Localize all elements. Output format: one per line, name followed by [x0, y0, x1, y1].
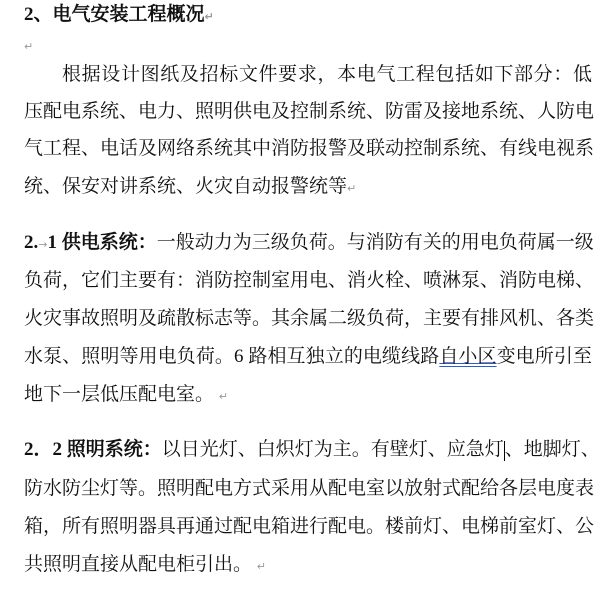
section-title: 照明系统：	[66, 439, 162, 460]
line-text: 一般动力为三级负荷。与消防有关的用电负荷属一级	[156, 232, 594, 253]
line-text: 以日光灯、白炽灯为主。有壁灯、应急灯	[161, 439, 504, 460]
line-text: 、地脚灯、	[504, 439, 600, 460]
paragraph-mark: ↵	[24, 40, 34, 53]
text-line: 气工程、电话及网络系统其中消防报警及联动控制系统、有线电视系	[24, 138, 595, 159]
line-text: 统、保安对讲系统、火灾自动报警统等	[24, 176, 348, 197]
text-line: 火灾事故照明及疏散标志等。其余属二级负荷，主要有排风机、各类	[24, 308, 595, 329]
paragraph-mark: ↵	[218, 390, 228, 403]
text-line	[24, 176, 592, 200]
line-text: 地下一层低压配电室。	[24, 384, 215, 405]
section-number: 2.	[24, 232, 39, 253]
text-line: 防水防尘灯等。照明配电方式采用从配电室以放射式配给各层电度表	[24, 478, 595, 499]
paragraph-mark: ↵	[256, 560, 266, 573]
grammar-underlined-text[interactable]: 自小区	[439, 346, 497, 367]
text-line: 压配电系统、电力、照明供电及控制系统、防雷及接地系统、人防电	[24, 101, 595, 122]
section-title: 供电系统：	[61, 232, 157, 253]
text-line: 负荷，它们主要有：消防控制室用电、消火栓、喷淋泵、消防电梯、	[24, 270, 595, 291]
paragraph-mark: ↵	[347, 182, 357, 195]
line-text: 水泵、照明等用电负荷。6 路相互独立的电缆线路	[24, 346, 440, 367]
text-line	[24, 439, 600, 461]
text-line	[24, 346, 592, 368]
line-text: 变电所引至	[496, 346, 592, 367]
empty-paragraph	[24, 34, 592, 58]
line-text: 共照明直接从配电柜引出。	[24, 554, 253, 575]
section-heading	[24, 4, 592, 28]
text-line: 根据设计图纸及招标文件要求，本电气工程包括如下部分：低	[62, 64, 592, 85]
tab-mark: →	[38, 238, 48, 251]
text-line	[24, 384, 592, 408]
heading-text: 2、电气安装工程概况	[24, 4, 205, 25]
section-number: 2．2	[24, 439, 67, 460]
paragraph-mark: ↵	[204, 10, 214, 23]
text-line	[24, 232, 592, 256]
text-line: 箱，所有照明器具再通过配电箱进行配电。楼前灯、电梯前室灯、公	[24, 516, 595, 537]
text-line	[24, 554, 592, 578]
section-number: 1	[47, 232, 62, 253]
